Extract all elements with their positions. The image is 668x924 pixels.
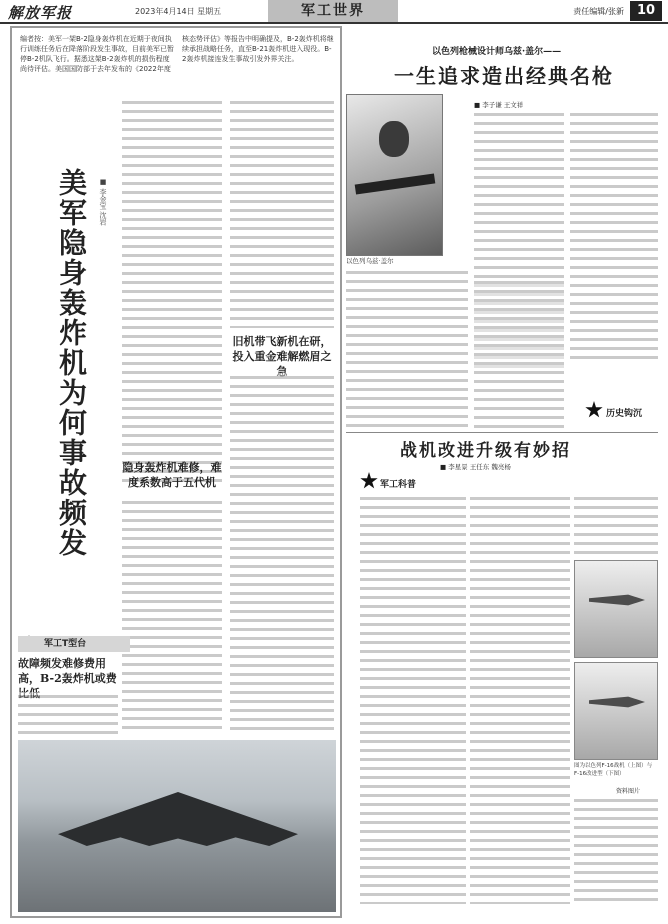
body-column-2 — [230, 98, 334, 328]
uzi-body-4 — [474, 278, 564, 428]
page-number: 10 — [630, 1, 662, 21]
newspaper-logo: 解放军报 — [8, 4, 73, 22]
editor-credit: 责任编辑/张新 — [573, 7, 624, 16]
uzi-body-3 — [346, 268, 468, 428]
f16-photo-top — [574, 560, 658, 658]
uzi-byline: ■ 李子谦 王文祥 — [474, 101, 524, 109]
body-column-1 — [122, 98, 222, 488]
uzi-gal-photo — [346, 94, 443, 256]
subhead-cost: 故障频发难修费用高，B-2轰炸机或费比低 — [18, 657, 117, 700]
body-column-5 — [18, 692, 118, 734]
jet-body-3 — [574, 494, 658, 554]
jet-body-4 — [574, 796, 658, 904]
jet-body-2 — [470, 494, 570, 904]
b2-bomber-photo — [18, 740, 336, 912]
b2-article — [10, 26, 342, 918]
jet-photo-caption: 图为以色列F-16战机（上图）与F-16改进型（下图） — [574, 763, 653, 777]
jet-photo-source: 资料图片 — [616, 788, 641, 795]
jet-silhouette — [589, 591, 645, 609]
portrait-figure — [379, 121, 409, 157]
science-label: 军工科普 — [380, 480, 417, 490]
uzi-headline: 一生追求造出经典名枪 — [394, 64, 614, 88]
jet-headline: 战机改进升级有妙招 — [400, 441, 571, 461]
star-icon-science — [360, 472, 378, 490]
f16-photo-bottom — [574, 662, 658, 760]
body-column-3 — [230, 373, 334, 733]
jet-silhouette — [589, 693, 645, 711]
rifle-shape — [355, 173, 436, 194]
body-column-4 — [122, 498, 222, 733]
star-icon-history — [585, 401, 603, 419]
issue-date: 2023年4月14日 星期五 — [135, 7, 222, 16]
history-box-label: 历史钩沉 — [606, 409, 643, 419]
subhead-old-plane: 旧机带飞新机在研，投入重金难解燃眉之急 — [232, 335, 332, 378]
uzi-body-2 — [570, 110, 658, 360]
masthead — [0, 0, 668, 24]
article-lede: 编者按：美军一架B-2隐身轰炸机在近期于夜间执行训练任务后在降落阶段发生事故，目前美军已暂停B-2机队飞行。据悉这架B-2轰炸机的损伤程度尚待评估。美国国防部于去年发布的《2022年度核态势评估》等报告中明确提及，B-2轰炸机将继续承担战略任务，直至B-21轰炸机进入现役。B-2轰炸机接连发生事故引发外界关注。 — [20, 35, 334, 73]
article-headline: 美军隐身轰炸机为何事故频发 — [55, 168, 88, 558]
section-label-t-stage: 军工T型台 — [18, 636, 130, 652]
article-byline: ■ 李金宝 沈岩 — [99, 178, 107, 226]
uzi-photo-caption: 以色列乌兹·盖尔 — [346, 257, 394, 265]
jet-photos — [574, 560, 656, 760]
section-divider — [346, 432, 658, 433]
uzi-kicker: 以色列枪械设计师乌兹·盖尔—— — [432, 47, 562, 57]
jet-body-1 — [360, 494, 466, 904]
section-title: 军工世界 — [268, 0, 398, 22]
b2-bomber-silhouette — [58, 792, 298, 846]
subhead-hard-repair: 隐身轰炸机难修，难度系数高于五代机 — [122, 461, 222, 489]
jet-byline: ■ 李星景 王任东 魏亮杨 — [440, 463, 511, 471]
